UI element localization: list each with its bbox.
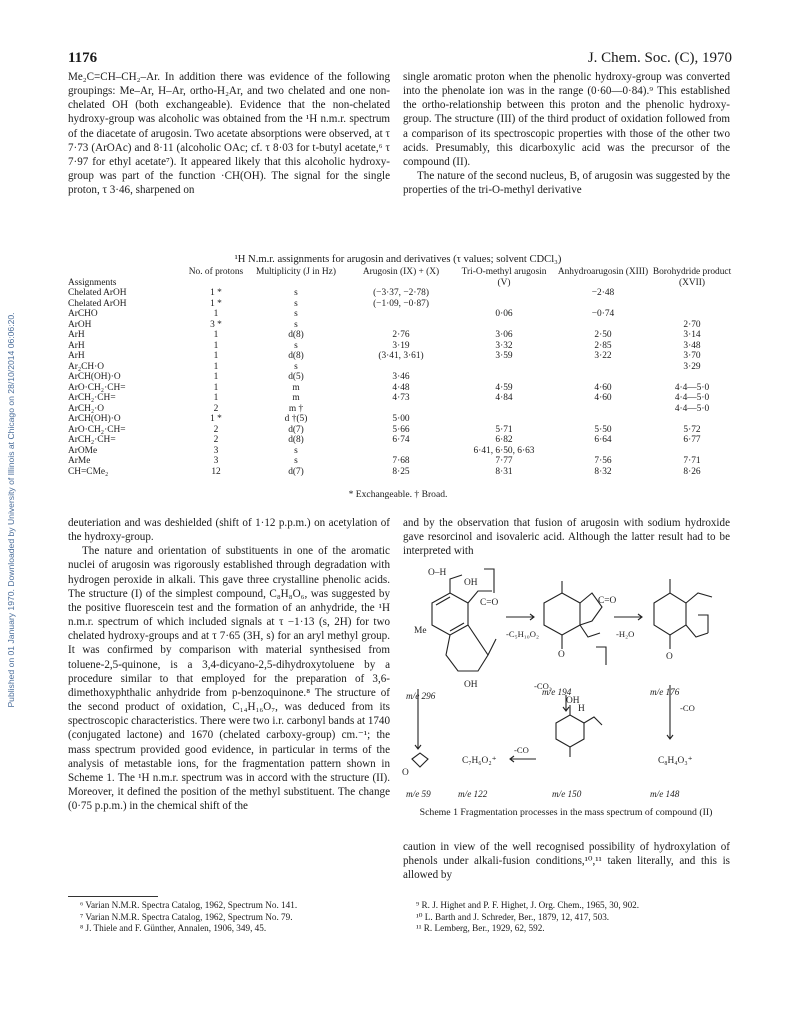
benzene-ring xyxy=(544,593,580,635)
table-cell: 4·84 xyxy=(495,393,513,403)
table-cell: m xyxy=(292,382,300,393)
table-cell: 8·31 xyxy=(495,466,513,477)
table-cell: 3·19 xyxy=(392,340,410,351)
table-caption: ¹H N.m.r. assignments for arugosin and derivatives (τ values; solvent CDCl₃) xyxy=(234,254,562,265)
table-footnote: * Exchangeable. † Broad. xyxy=(348,489,448,500)
download-notice: Published on 01 January 1970. Downloaded by University of Illinois at Chicago on 28/10/2014 06:06:20. xyxy=(6,312,16,708)
table-cell: 3·22 xyxy=(594,351,612,361)
table-cell: s xyxy=(294,456,298,466)
table-cell: d(7) xyxy=(288,466,304,477)
table-cell: 6·41, 6·50, 6·63 xyxy=(473,445,535,456)
reference: ¹¹ R. Lemberg, Ber., 1929, 62, 592. xyxy=(416,923,545,934)
column-header: Borohydride product (XVII) xyxy=(652,267,732,288)
table-row xyxy=(68,330,732,341)
table-cell: 0·06 xyxy=(495,309,513,319)
table-cell: 2·50 xyxy=(594,330,612,340)
table-cell: CH=CMe₂ xyxy=(68,466,109,477)
table-row xyxy=(68,362,732,373)
page-number: 1176 xyxy=(68,50,98,66)
table-cell: 4·48 xyxy=(392,382,410,393)
table-cell: d †(5) xyxy=(284,414,308,424)
lactone-ring xyxy=(446,625,488,671)
table-cell xyxy=(454,372,554,383)
references-right xyxy=(416,900,732,935)
table-cell: 3·32 xyxy=(495,340,513,351)
table-row xyxy=(68,299,732,310)
paragraph: and by the observation that fusion of arugosin with sodium hydroxide gave resorcinol and isovaleric acid. Although the latter result had to be interpreted with xyxy=(403,517,730,558)
atom-label: OH xyxy=(464,578,478,588)
reference: ¹⁰ L. Barth and J. Schreder, Ber., 1879, 12, 417, 503. xyxy=(416,911,610,922)
table-cell: 4·59 xyxy=(495,382,513,393)
table-cell: (−3·37, −2·78) xyxy=(373,288,429,298)
atom-label: C=O xyxy=(480,598,499,608)
table-cell: Chelated ArOH xyxy=(68,288,127,298)
footnote-rule xyxy=(68,896,158,897)
loss-label: -C₅H₁₀O₂ xyxy=(506,629,539,639)
table-cell: d(8) xyxy=(288,351,304,361)
table-cell: ArCHO xyxy=(68,309,98,319)
table-cell: ArH xyxy=(68,340,85,351)
table-cell: 2 xyxy=(213,403,219,414)
table-cell: ArOMe xyxy=(68,445,98,456)
table-cell: ArCH₂·CH= xyxy=(68,435,116,445)
formula-label: C₇H₆O₂⁺ xyxy=(462,756,497,766)
table-cell: 3·48 xyxy=(683,340,701,351)
table-cell: ArH xyxy=(68,330,85,340)
table-cell: s xyxy=(294,298,298,309)
table-cell: 1 xyxy=(213,361,219,372)
paragraph: caution in view of the well recognised possibility of hydroxylation of phenols under alkali-fusion conditions,¹⁰,¹¹ taken literally, and this is allowed by xyxy=(403,841,730,882)
table-row xyxy=(68,320,732,331)
table-cell: 2·76 xyxy=(392,330,410,340)
table-cell: 4·4—5·0 xyxy=(674,393,710,403)
table-cell: 2 xyxy=(213,424,219,435)
table-cell: 2 xyxy=(213,435,219,445)
table-cell: −0·74 xyxy=(591,309,615,319)
table-cell: ArCH₂·O xyxy=(68,403,105,414)
table-row xyxy=(68,383,732,394)
column-header: Arugosin (IX) + (X) xyxy=(362,267,440,277)
loss-label: -H₂O xyxy=(616,629,635,639)
loss-label: -CO₂ xyxy=(534,681,552,691)
reference: ⁸ J. Thiele and F. Günther, Annalen, 1906, 349, 45. xyxy=(80,923,267,934)
table-cell xyxy=(554,320,652,331)
atom-label: C=O xyxy=(598,596,617,606)
table-cell: 1 xyxy=(213,382,219,393)
column-header: No. of protons xyxy=(188,267,244,277)
column-header: Anhydroarugosin (XIII) xyxy=(557,267,649,277)
table-cell: 7·56 xyxy=(594,456,612,466)
column-header: Tri-O-methyl arugosin (V) xyxy=(461,267,547,288)
table-cell xyxy=(554,299,652,310)
table-cell xyxy=(652,288,732,299)
table-cell xyxy=(454,299,554,310)
paragraph: Me₂C=CH–CH₂–Ar. In addition there was evidence of the following groupings: Me–Ar, H–Ar, ortho-H₂Ar, and two chelated and one non-chelated OH (both exchangeable). Evidence that the non-chelated hydroxy-group was alcoholic was obtained from the ¹H n.m.r. spectrum of the diacetate of arugosin. Two acetate absorptions were observed, at τ 7·73 (ArOAc) and 8·11 (alcoholic OAc; cf. τ 8·03 for t-butyl acetate,⁶ τ 7·97 for ethyl acetate⁷). It appeared likely that this alcoholic hydroxy-group was part of the function ·CH(OH). The signal for the single proton, τ 3·46, sharpened on xyxy=(68,71,390,197)
table-cell xyxy=(554,362,652,373)
atom-label: O xyxy=(402,768,409,778)
table-row xyxy=(68,435,732,446)
mass-label: m/e 122 xyxy=(458,789,488,799)
table-cell: 3 xyxy=(213,445,219,456)
table-cell xyxy=(348,309,454,320)
table-cell: s xyxy=(294,340,298,351)
table-cell: 1 * xyxy=(210,414,222,424)
table-cell: ArCH(OH)·O xyxy=(68,414,121,424)
table-cell: 1 xyxy=(213,372,219,382)
table-row xyxy=(68,467,732,478)
table-cell: 7·71 xyxy=(683,456,701,466)
table-cell: 3·46 xyxy=(392,372,410,382)
table-cell xyxy=(454,404,554,415)
table-cell: 3·59 xyxy=(495,351,513,361)
table-cell xyxy=(554,414,652,425)
table-header-row xyxy=(68,267,732,288)
table-cell: 1 * xyxy=(210,288,222,298)
table-cell: 7·68 xyxy=(392,456,410,466)
table-cell: 3·06 xyxy=(495,330,513,340)
table-row xyxy=(68,372,732,383)
loss-label: -CO xyxy=(680,703,695,713)
table-cell: m xyxy=(292,393,300,403)
table-cell: 2·70 xyxy=(683,319,701,330)
table-cell: 1 xyxy=(213,309,219,319)
table-cell: s xyxy=(294,361,298,372)
table-cell: ArMe xyxy=(68,456,91,466)
table-cell: ArCH₂·CH= xyxy=(68,393,116,403)
right-column-bottom xyxy=(403,840,730,882)
paragraph: The nature of the second nucleus, B, of arugosin was suggested by the properties of the tri-O-methyl derivative xyxy=(403,170,730,197)
table-cell xyxy=(454,288,554,299)
table-cell: ArH xyxy=(68,351,85,361)
references-left xyxy=(80,900,398,935)
table-cell: Ar₂CH·O xyxy=(68,361,105,372)
table-cell: s xyxy=(294,288,298,298)
table-row xyxy=(68,425,732,436)
table-cell: 1 xyxy=(213,340,219,351)
benzene-ring xyxy=(556,715,584,747)
table-cell: 8·25 xyxy=(392,466,410,477)
right-column-mid xyxy=(403,516,730,558)
table-row xyxy=(68,456,732,467)
table-cell: 1 * xyxy=(210,298,222,309)
table-cell: 6·82 xyxy=(495,435,513,445)
left-column-top xyxy=(68,70,390,197)
mass-label: m/e 194 xyxy=(542,687,572,697)
formula-label: C₈H₄O₃⁺ xyxy=(658,756,693,766)
mass-label: m/e 59 xyxy=(406,789,431,799)
table-cell: 4·4—5·0 xyxy=(674,403,710,414)
table-cell xyxy=(348,404,454,415)
table-cell: Chelated ArOH xyxy=(68,298,127,309)
table-cell xyxy=(554,404,652,415)
table-cell: 4·60 xyxy=(594,393,612,403)
table-cell: 8·26 xyxy=(683,466,701,477)
table-row xyxy=(68,351,732,362)
table-cell: d(7) xyxy=(288,424,304,435)
table-cell: 8·32 xyxy=(594,466,612,477)
table-cell xyxy=(348,446,454,457)
table-row xyxy=(68,393,732,404)
table-cell: ArCH(OH)·O xyxy=(68,372,121,382)
left-column-bottom xyxy=(68,516,390,813)
table-cell: 3 xyxy=(213,456,219,466)
reference: ⁶ Varian N.M.R. Spectra Catalog, 1962, Spectrum No. 141. xyxy=(80,900,298,910)
table-cell: 4·73 xyxy=(392,393,410,403)
mass-label: m/e 148 xyxy=(650,789,680,799)
table-row xyxy=(68,341,732,352)
table-cell: ArOH xyxy=(68,319,92,330)
atom-label: O–H xyxy=(428,568,447,578)
atom-label: OH xyxy=(566,696,580,706)
column-header: Assignments xyxy=(68,277,117,288)
paragraph: The nature and orientation of substituents in one of the aromatic nuclei of arugosin was rigorously established through degradation with hydrogen peroxide in alkali. This gave three crystalline phenolic acids. The structure (I) of the simplest compound, C₈H₈O₆, was suggested by the positive fluorescein test and the formation of an anhydride, the ¹H n.m.r. spectrum of which included signals at τ −1·13 (s, 2H) for two chelated hydroxy-groups and at τ 7·65 (3H, s) for an aryl methyl group. It was confirmed by comparison with material synthesised from toluene-2,5-quinone, is a 3,4-dicyano-2,5-dihydroxytoluene by a procedure similar to that employed for the preparation of 3,6-dimethoxyphthalic anhydride from p-benzoquinone.⁸ The structure of the second product of oxidation, C₁₄H₁₆O₇, was deduced from its spectroscopic characteristics. There were two i.r. carbonyl bands at 1740 (conjugated lactone) and 1670 (chelated carboxy-group) cm.⁻¹; the mass spectrum provided good evidence, in particular in terms of the analysis of metastable ions, for the fragmentation pattern shown in Scheme 1. The ¹H n.m.r. spectrum was in accord with the structure (II). Moreover, it defined the position of the methyl substituent. The change (0·75 p.p.m.) in the chemical shift of the xyxy=(68,545,391,813)
table-cell: 3·29 xyxy=(683,361,701,372)
table-cell xyxy=(348,362,454,373)
paragraph: single aromatic proton when the phenolic hydroxy-group was converted into the phenolate ion was in the range (0·60—0·84).⁹ This established the ortho-relationship between this proton and the phenolic hydroxy-group. The structure (III) of the third product of oxidation followed from a comparison of its spectroscopic properties with those of the other two acids. Presumably, this dicarboxylic acid was the precursor of the compound (II). xyxy=(403,71,730,168)
table-cell: (3·41, 3·61) xyxy=(378,351,424,361)
table-cell xyxy=(652,414,732,425)
table-cell: 3 * xyxy=(210,319,222,330)
table-cell: s xyxy=(294,319,298,330)
nmr-table xyxy=(68,267,732,477)
table-cell: ArO·CH₂·CH= xyxy=(68,424,126,435)
table-cell xyxy=(454,414,554,425)
table-cell: −2·48 xyxy=(591,288,615,298)
atom-label: OH xyxy=(464,680,478,690)
paragraph: deuteriation and was deshielded (shift of 1·12 p.p.m.) on acetylation of the hydroxy-group. xyxy=(68,517,390,544)
table-cell: 3·14 xyxy=(683,330,701,340)
table-cell: 12 xyxy=(211,466,221,477)
table-cell: 4·4—5·0 xyxy=(674,382,710,393)
table-row xyxy=(68,414,732,425)
mass-label: m/e 296 xyxy=(406,691,436,701)
table-cell: s xyxy=(294,309,298,319)
atom-label: H xyxy=(578,704,585,714)
table-cell xyxy=(454,362,554,373)
table-cell: 6·74 xyxy=(392,435,410,445)
download-sidebar xyxy=(4,60,18,960)
table-cell: d(8) xyxy=(288,330,304,340)
table-cell xyxy=(554,372,652,383)
table-cell: 1 xyxy=(213,351,219,361)
table-cell: d(5) xyxy=(288,372,304,382)
table-cell: 6·64 xyxy=(594,435,612,445)
atom-label: O xyxy=(558,650,565,660)
table-cell: 1 xyxy=(213,330,219,340)
table-row xyxy=(68,446,732,457)
fragmentation-scheme xyxy=(402,563,732,803)
reference: ⁷ Varian N.M.R. Spectra Catalog, 1962, Spectrum No. 79. xyxy=(80,911,293,922)
table-cell: 5·66 xyxy=(392,424,410,435)
quinone-ring xyxy=(654,593,686,635)
mass-label: m/e 150 xyxy=(552,789,582,799)
right-column-top xyxy=(403,70,730,197)
table-cell xyxy=(652,309,732,320)
table-cell: 1 xyxy=(213,393,219,403)
table-cell: 4·60 xyxy=(594,382,612,393)
mass-label: m/e 176 xyxy=(650,687,680,697)
table-cell: s xyxy=(294,445,298,456)
table-cell xyxy=(348,320,454,331)
table-cell: 2·85 xyxy=(594,340,612,351)
loss-label: -CO xyxy=(514,745,529,755)
table-cell xyxy=(652,299,732,310)
table-cell: d(8) xyxy=(288,435,304,445)
atom-label: Me xyxy=(414,626,427,636)
table-cell: ArO·CH₂·CH= xyxy=(68,382,126,393)
table-cell: 5·00 xyxy=(392,414,410,424)
table-cell: 5·71 xyxy=(495,424,513,435)
scheme-caption: Scheme 1 Fragmentation processes in the mass spectrum of compound (II) xyxy=(419,807,713,818)
table-cell: 6·77 xyxy=(683,435,701,445)
table-cell xyxy=(554,446,652,457)
table-cell xyxy=(652,446,732,457)
atom-label: O xyxy=(666,652,673,662)
table-row xyxy=(68,309,732,320)
benzene-ring xyxy=(432,593,468,635)
table-row xyxy=(68,288,732,299)
table-cell: 5·50 xyxy=(594,424,612,435)
table-cell: (−1·09, −0·87) xyxy=(373,298,429,309)
table-cell: 5·72 xyxy=(683,424,701,435)
table-cell: m † xyxy=(288,403,304,414)
reference: ⁹ R. J. Highet and P. F. Highet, J. Org. Chem., 1965, 30, 902. xyxy=(416,900,640,910)
journal-header: J. Chem. Soc. (C), 1970 xyxy=(587,50,732,66)
column-header: Multiplicity (J in Hz) xyxy=(256,267,336,277)
table-cell: 3·70 xyxy=(683,351,701,361)
table-row xyxy=(68,404,732,415)
table-cell xyxy=(454,320,554,331)
table-cell: 7·77 xyxy=(495,456,513,466)
table-cell xyxy=(652,372,732,383)
